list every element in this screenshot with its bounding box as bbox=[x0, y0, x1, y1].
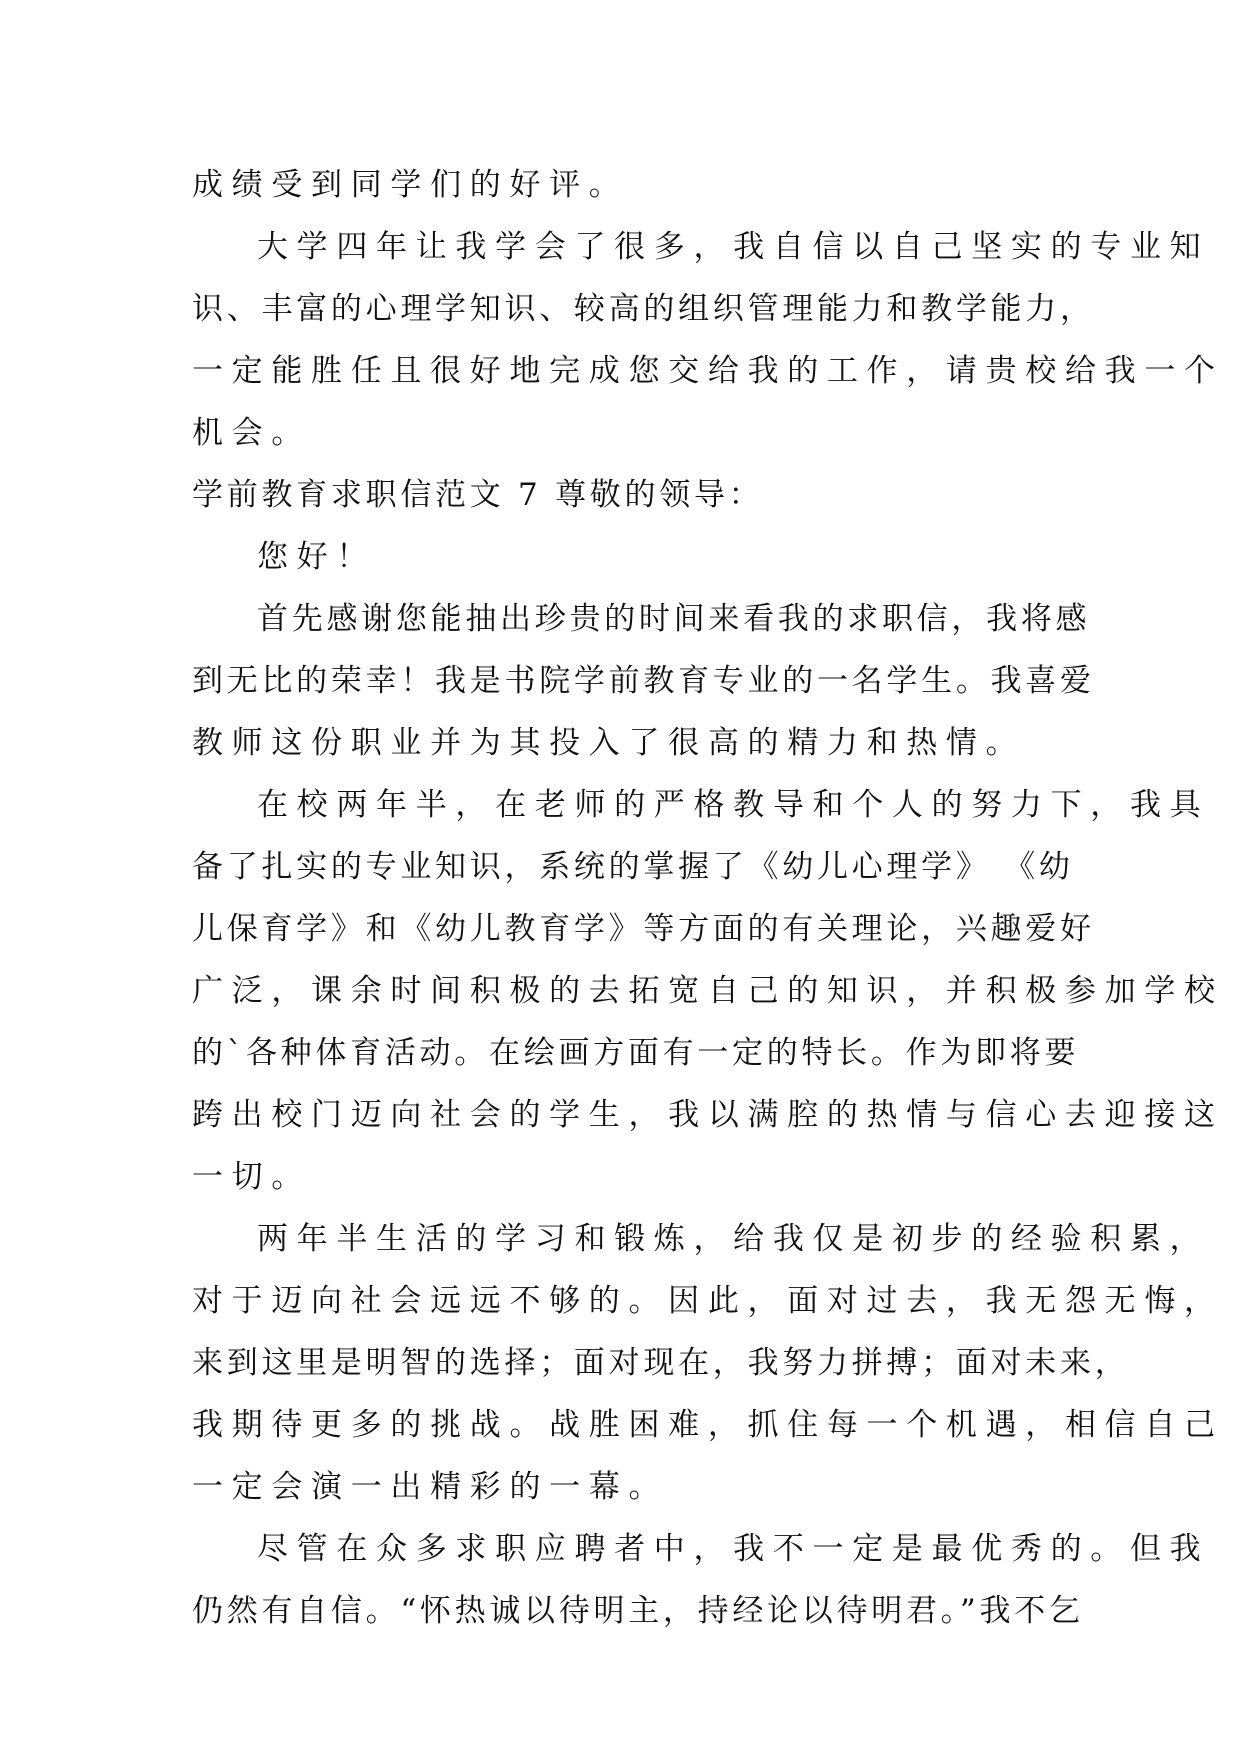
text-line: 仍然有自信。“怀热诚以待明主，持经论以待明君。”我不乞 bbox=[192, 1593, 1084, 1629]
text-line: 成绩受到同学们的好评。 bbox=[192, 167, 629, 203]
text-line: 来到这里是明智的选择；面对现在，我努力拼搏；面对未来， bbox=[192, 1345, 1130, 1381]
text-line: 备了扎实的专业知识，系统的掌握了《幼儿心理学》 《幼 bbox=[192, 849, 1074, 885]
text-line: 跨出校门迈向社会的学生，我以满腔的热情与信心去迎接这 bbox=[192, 1097, 1224, 1133]
text-line: 我期待更多的挑战。战胜困难，抓住每一个机遇，相信自己 bbox=[192, 1407, 1224, 1443]
text-line: 广泛，课余时间积极的去拓宽自己的知识，并积极参加学校 bbox=[192, 973, 1224, 1009]
text-line: 两年半生活的学习和锻炼，给我仅是初步的经验积累， bbox=[257, 1221, 1210, 1257]
text-line: 尽管在众多求职应聘者中，我不一定是最优秀的。但我 bbox=[257, 1531, 1210, 1567]
text-line: 首先感谢您能抽出珍贵的时间来看我的求职信，我将感 bbox=[257, 601, 1091, 637]
text-line: 对于迈向社会远远不够的。因此，面对过去，我无怨无悔， bbox=[192, 1283, 1224, 1319]
text-line: 到无比的荣幸！我是书院学前教育专业的一名学生。我喜爱 bbox=[192, 663, 1095, 699]
text-line: 在校两年半，在老师的严格教导和个人的努力下，我具 bbox=[257, 787, 1210, 823]
text-line: 一切。 bbox=[192, 1159, 312, 1195]
text-line: 教师这份职业并为其投入了很高的精力和热情。 bbox=[192, 725, 1026, 761]
text-line: 机会。 bbox=[192, 415, 312, 451]
text-line: 一定能胜任且很好地完成您交给我的工作，请贵校给我一个 bbox=[192, 353, 1224, 389]
text-line: 一定会演一出精彩的一幕。 bbox=[192, 1469, 669, 1505]
letter-body bbox=[192, 154, 1224, 1642]
text-line: 大学四年让我学会了很多，我自信以自己坚实的专业知 bbox=[257, 229, 1210, 265]
section-heading: 学前教育求职信范文 7 尊敬的领导： bbox=[192, 477, 764, 513]
text-line: 识、丰富的心理学知识、较高的组织管理能力和教学能力， bbox=[192, 291, 1095, 327]
text-line: 的`各种体育活动。在绘画方面有一定的特长。作为即将要 bbox=[192, 1035, 1080, 1071]
text-line: 儿保育学》和《幼儿教育学》等方面的有关理论，兴趣爱好 bbox=[192, 911, 1095, 947]
greeting: 您好！ bbox=[257, 539, 377, 575]
